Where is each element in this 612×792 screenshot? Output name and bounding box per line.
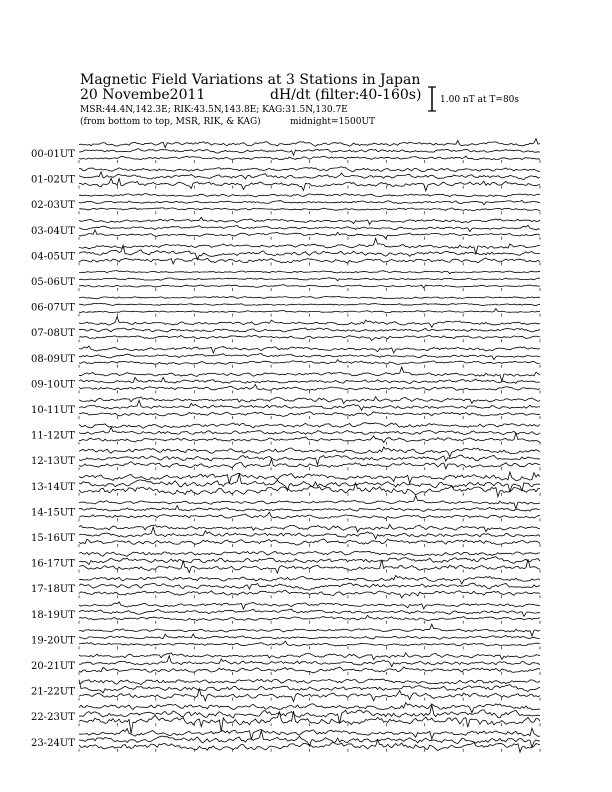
hour-label: 17-18UT: [31, 584, 75, 596]
trace-msr: [79, 385, 540, 391]
hour-label: 22-23UT: [31, 712, 75, 724]
hour-label: 09-10UT: [31, 379, 75, 391]
trace-rik: [79, 172, 540, 180]
trace-kag: [79, 238, 540, 254]
hour-label: 02-03UT: [31, 200, 75, 212]
hour-label: 20-21UT: [31, 661, 75, 672]
hour-label: 16-17UT: [31, 558, 75, 570]
hour-label: 06-07UT: [31, 302, 75, 314]
hour-label: 03-04UT: [31, 225, 75, 237]
trace-rik: [79, 278, 540, 281]
trace-kag: [79, 297, 540, 299]
trace-rik: [79, 731, 540, 748]
trace-rik: [79, 506, 540, 512]
trace-kag: [79, 602, 540, 609]
trace-rik: [79, 455, 540, 465]
hour-label: 01-02UT: [31, 174, 75, 186]
hour-label: 00-01UT: [31, 149, 75, 160]
station-order-note: (from bottom to top, MSR, RIK, & KAG): [80, 117, 261, 127]
trace-rik: [79, 557, 540, 565]
trace-kag: [79, 397, 540, 404]
trace-rik: [79, 583, 540, 590]
trace-msr: [79, 360, 540, 365]
trace-kag: [79, 317, 540, 328]
hour-label: 07-08UT: [31, 328, 75, 340]
hour-label: 05-06UT: [31, 277, 75, 288]
hour-label: 13-14UT: [31, 481, 75, 493]
hour-label: 12-13UT: [31, 456, 75, 468]
hour-label: 19-20UT: [31, 635, 75, 647]
scale-label: 1.00 nT at T=80s: [440, 95, 520, 105]
trace-msr: [79, 178, 540, 191]
trace-kag: [79, 194, 540, 197]
trace-msr: [79, 412, 540, 417]
trace-msr: [79, 433, 540, 443]
trace-msr: [79, 156, 540, 160]
trace-rik: [79, 427, 540, 434]
hour-label: 11-12UT: [31, 430, 75, 442]
hour-label: 14-15UT: [31, 507, 75, 519]
chart-date: 20 Novembe2011: [80, 87, 206, 103]
trace-rik: [79, 634, 540, 639]
trace-kag: [79, 496, 540, 509]
trace-kag: [79, 624, 540, 636]
hour-label: 15-16UT: [31, 533, 75, 544]
trace-kag: [79, 575, 540, 584]
trace-rik: [79, 680, 540, 693]
trace-msr: [79, 309, 540, 313]
trace-kag: [79, 167, 540, 172]
trace-msr: [79, 615, 540, 620]
trace-kag: [79, 525, 540, 532]
trace-kag: [79, 423, 540, 429]
trace-kag: [79, 217, 540, 224]
trace-rik: [79, 377, 540, 383]
trace-rik: [79, 200, 540, 204]
trace-rik: [79, 609, 540, 616]
hour-label: 04-05UT: [31, 251, 75, 263]
midnight-note: midnight=1500UT: [290, 117, 376, 127]
trace-kag: [79, 679, 540, 684]
hour-label: 21-22UT: [31, 686, 75, 698]
trace-kag: [79, 139, 540, 148]
trace-kag: [79, 271, 540, 274]
trace-rik: [79, 303, 540, 305]
trace-msr: [79, 285, 540, 288]
trace-msr: [79, 512, 540, 519]
trace-kag: [79, 551, 540, 556]
hour-label: 23-24UT: [31, 737, 75, 749]
trace-kag: [79, 447, 540, 457]
trace-msr: [79, 641, 540, 646]
trace-msr: [79, 208, 540, 211]
trace-rik: [79, 225, 540, 231]
hour-label: 08-09UT: [31, 353, 75, 365]
station-coordinates: MSR:44.4N,142.3E; RIK:43.5N,143.8E; KAG:31.5N,130.7E: [80, 105, 348, 115]
hour-label: 10-11UT: [31, 405, 75, 416]
trace-rik: [79, 328, 540, 332]
trace-rik: [79, 354, 540, 360]
hour-label: 18-19UT: [31, 609, 75, 621]
trace-rik: [79, 527, 540, 539]
trace-kag: [79, 346, 540, 353]
trace-kag: [79, 367, 540, 381]
trace-kag: [79, 653, 540, 660]
chart-quantity: dH/dt (filter:40-160s): [270, 87, 422, 103]
trace-kag: [79, 728, 540, 739]
trace-kag: [79, 703, 540, 713]
chart-title: Magnetic Field Variations at 3 Stations in Japan: [80, 72, 421, 88]
trace-rik: [79, 149, 540, 156]
